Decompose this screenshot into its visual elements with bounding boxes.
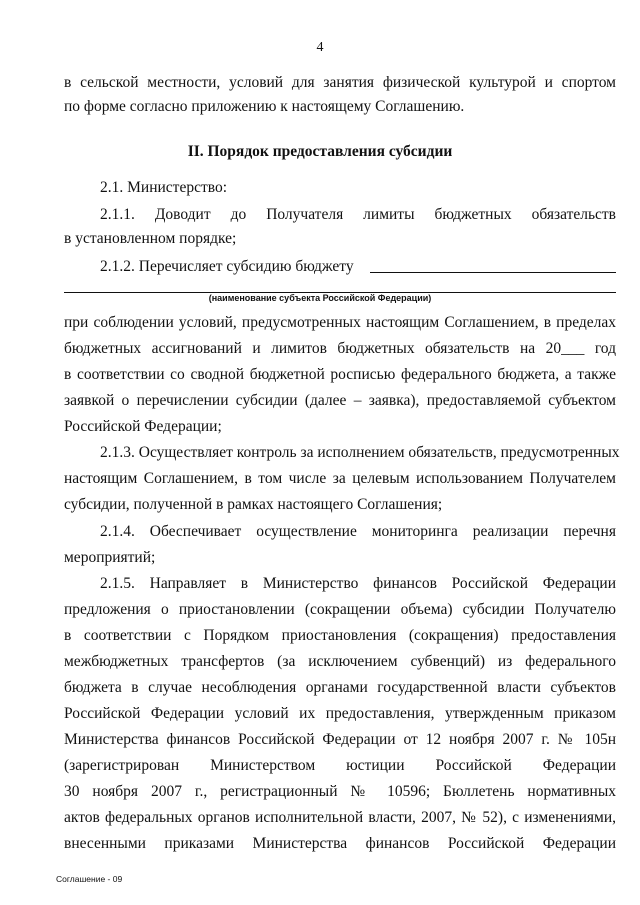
- page-number: 4: [316, 40, 324, 55]
- clause-2-1-5-line-8: (зарегистрирован Министерством юстиции Российской Федерации: [64, 757, 616, 774]
- clause-2-1-1-line-2: в установленном порядке;: [64, 230, 237, 247]
- intro-line-1: в сельской местности, условий для занятия физической культурой и спортом: [64, 74, 616, 91]
- blank-caption: (наименование субъекта Российской Федерации): [208, 293, 432, 303]
- clause-2-1-2-line-2: при соблюдении условий, предусмотренных настоящим Соглашением, в пределах: [64, 314, 616, 331]
- clause-2-1-4-line-2: мероприятий;: [64, 549, 156, 566]
- clause-2-1-5-line-11: внесенными приказами Министерства финансов Российской Федерации: [64, 835, 616, 852]
- clause-2-1-5-line-2: предложения о приостановлении (сокращении объема) субсидии Получателю: [64, 601, 616, 618]
- clause-2-1-2-line-3: бюджетных ассигнований и лимитов бюджетных обязательств на 20___ год: [64, 340, 616, 357]
- clause-2-1-5-line-6: Российской Федерации условий их предоставления, утвержденным приказом: [64, 705, 616, 722]
- clause-2-1-5-line-7: Министерства финансов Российской Федерации от 12 ноября 2007 г. № 105н: [64, 731, 616, 748]
- clause-2-1-2-line-6: Российской Федерации;: [64, 418, 222, 435]
- footer: Соглашение - 09: [56, 874, 123, 884]
- section-heading: II. Порядок предоставления субсидии: [187, 143, 453, 160]
- clause-2-1-2-line-5: заявкой о перечислении субсидии (далее – заявка), предоставляемой субъектом: [64, 392, 616, 409]
- clause-2-1-1-line-1: 2.1.1. Доводит до Получателя лимиты бюджетных обязательств: [100, 206, 616, 223]
- clause-2-1-3-line-3: субсидии, полученной в рамках настоящего Соглашения;: [64, 496, 443, 513]
- clause-2-1-3-line-1: 2.1.3. Осуществляет контроль за исполнением обязательств, предусмотренных: [100, 444, 620, 461]
- clause-2-1-3-line-2: настоящим Соглашением, в том числе за целевым использованием Получателем: [64, 470, 616, 487]
- clause-2-1-5-line-4: межбюджетных трансфертов (за исключением субвенций) из федерального: [64, 653, 616, 670]
- clause-2-1-5-line-3: в соответствии с Порядком приостановления (сокращения) предоставления: [64, 627, 616, 644]
- clause-2-1-5-line-1: 2.1.5. Направляет в Министерство финансов Российской Федерации: [100, 575, 616, 592]
- clause-2-1-5-line-10: актов федеральных органов исполнительной власти, 2007, № 52), с изменениями,: [64, 809, 616, 826]
- fill-in-blank-inline: [370, 272, 616, 273]
- clause-2-1-5-line-9: 30 ноября 2007 г., регистрационный № 10596; Бюллетень нормативных: [64, 783, 616, 800]
- clause-2-1-2-line-4: в соответствии со сводной бюджетной росписью федерального бюджета, а также: [64, 366, 616, 383]
- clause-2-1: 2.1. Министерство:: [100, 179, 227, 196]
- clause-2-1-5-line-5: бюджета в случае несоблюдения органами государственной власти субъектов: [64, 679, 616, 696]
- clause-2-1-4-line-1: 2.1.4. Обеспечивает осуществление мониторинга реализации перечня: [100, 523, 616, 540]
- clause-2-1-2-line-1: 2.1.2. Перечисляет субсидию бюджету: [100, 258, 354, 275]
- intro-line-2: по форме согласно приложению к настоящему Соглашению.: [64, 98, 465, 115]
